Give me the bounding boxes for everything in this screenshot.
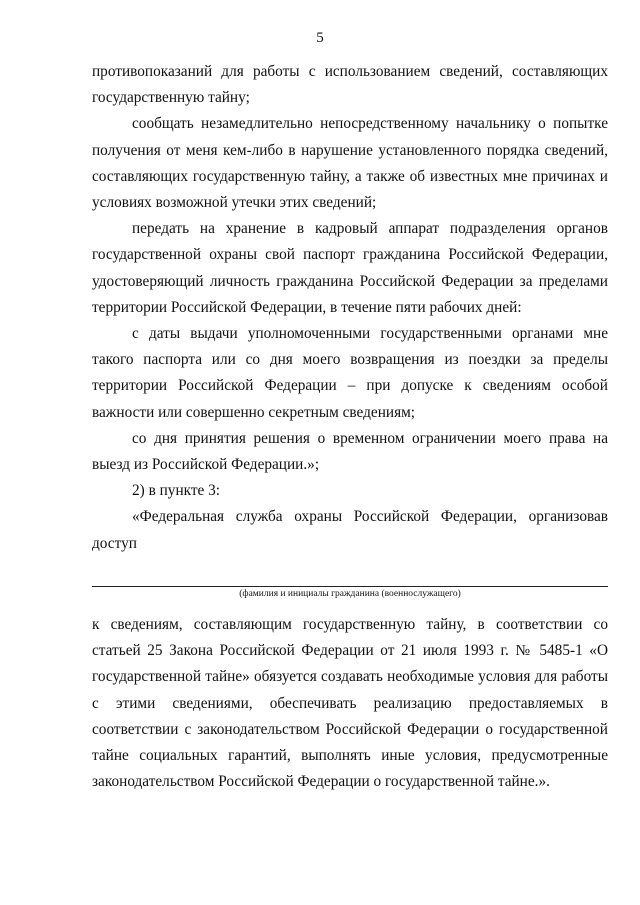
paragraph-report-to-superior: сообщать незамедлительно непосредственному начальнику о попытке получения от меня кем-либо в нарушение установленного порядка сведений, составляющих государственную тайну, а также об известных мне причинах и условиях возможной утечки этих сведений; xyxy=(92,115,608,212)
document-body-bottom xyxy=(92,612,608,795)
paragraph-travel-restriction: со дня принятия решения о временном ограничении моего права на выезд из Российской Федерации.»; xyxy=(92,429,608,474)
field-caption: (фамилия и инициалы гражданина (военнослужащего) xyxy=(239,589,461,599)
paragraph-fso-intro: «Федеральная служба охраны Российской Федерации, организовав доступ xyxy=(92,508,608,552)
paragraph-contraindications: противопоказаний для работы с использованием сведений, составляющих государственную тайну; xyxy=(92,63,608,107)
signature-line xyxy=(92,586,608,587)
page-number: 5 xyxy=(316,30,324,46)
paragraph-passport-deposit: передать на хранение в кадровый аппарат подразделения органов государственной охраны свой паспорт гражданина Российской Федерации, удостоверяющий личность гражданина Российской Федерации за пределами территории Российской Федерации, в течение пяти рабочих дней: xyxy=(92,220,608,316)
paragraph-passport-issue-date: с даты выдачи уполномоченными государственными органами мне такого паспорта или со дня моего возвращения из поездки за пределы территории Российской Федерации – при допуске к сведениям особой важности или совершенно секретным сведениям; xyxy=(92,325,608,421)
paragraph-clause-3: 2) в пункте 3: xyxy=(132,482,221,500)
document-body-top xyxy=(92,59,608,557)
paragraph-fso-obligations: к сведениям, составляющим государственную тайну, в соответствии со статьей 25 Закона Российской Федерации от 21 июля 1993 г. № 5485-1 «О государственной тайне» обязуется создавать необходимые условия для работы с этими сведениями, обеспечивать реализацию предоставляемых в соответствии с законодательством Российской Федерации о государственной тайне социальных гарантий, выполнять иные условия, предусмотренные законодательством Российской Федерации о государственной тайне.». xyxy=(92,616,608,791)
